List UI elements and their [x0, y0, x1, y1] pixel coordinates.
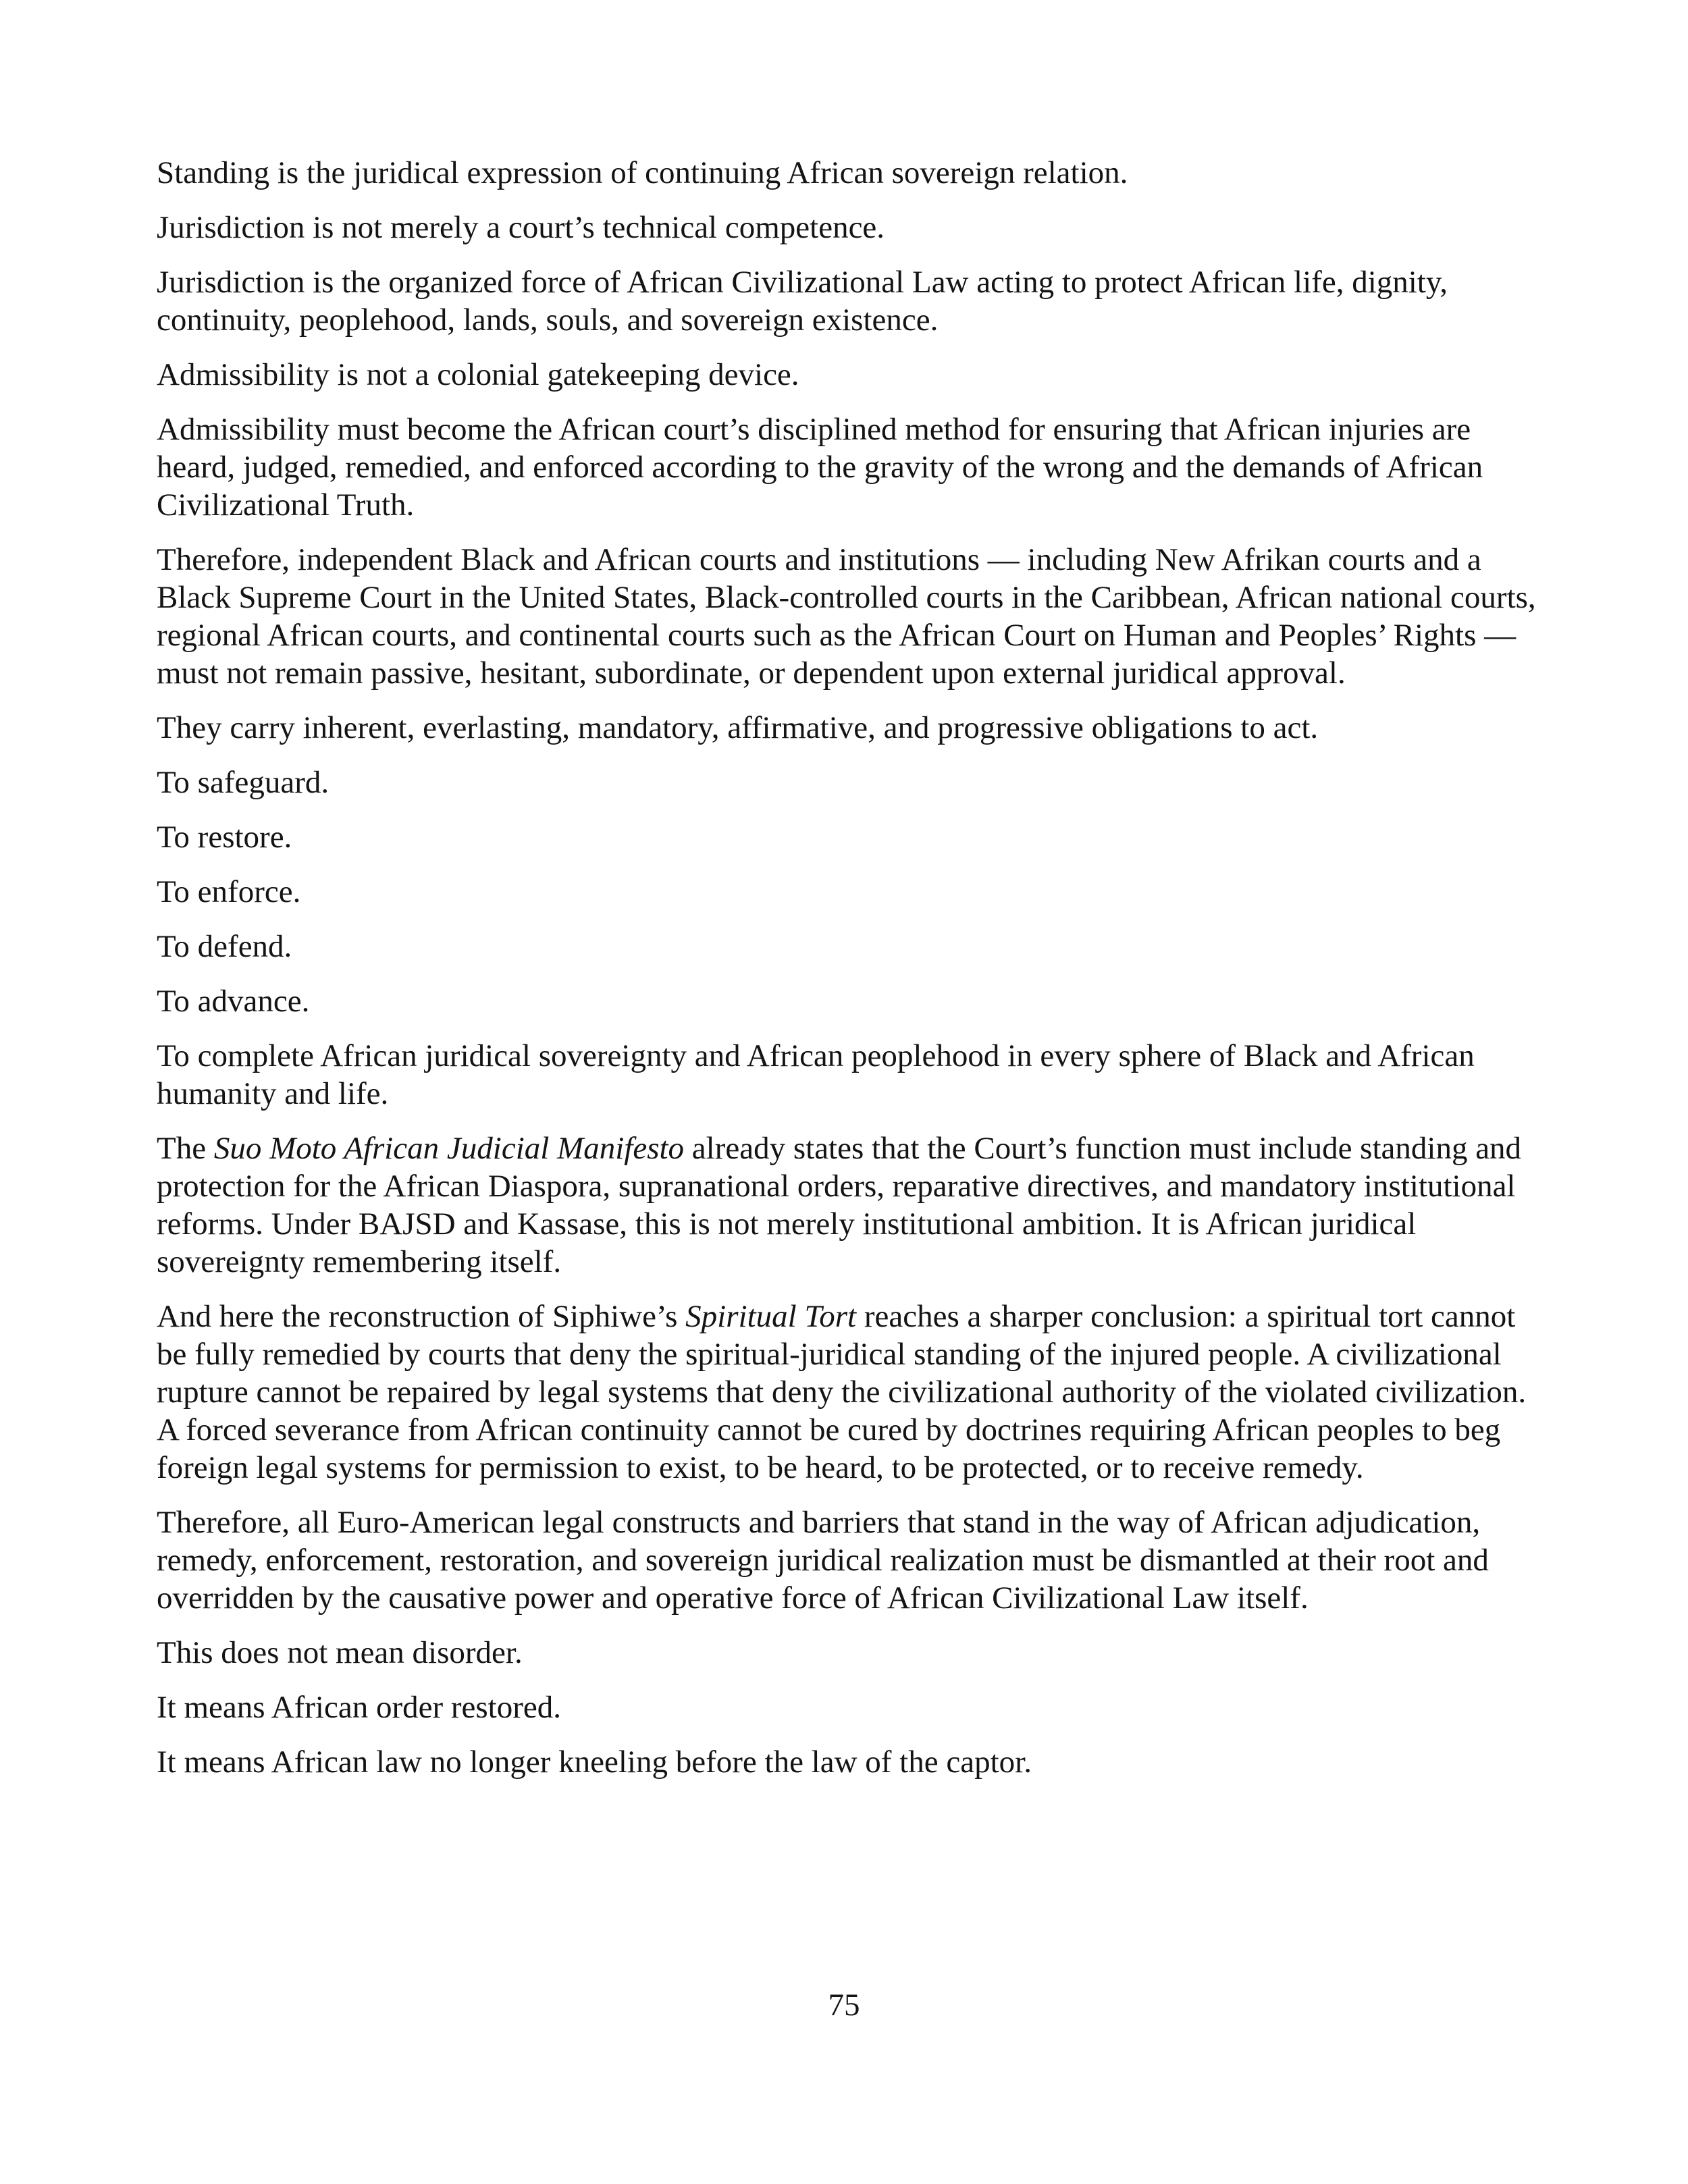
spiritual-tort-paragraph [157, 1298, 1548, 1487]
paragraph: To defend. [157, 929, 292, 964]
paragraph: Jurisdiction is the organized force of African Civilizational Law acting to protect African life, dignity, continuity, peoplehood, lands, souls, and sovereign existence. [157, 265, 1448, 338]
paragraph: Therefore, independent Black and African courts and institutions — including New Afrikan courts and a Black Supreme Court in the United States, Black-controlled courts in the Caribbean, African national courts, regional African courts, and continental courts such as the African Court on Human and Peoples’ Rights — must not remain passive, hesitant, subordinate, or dependent upon external juridical approval. [157, 542, 1536, 691]
paragraph: It means African law no longer kneeling before the law of the captor. [157, 1744, 1032, 1780]
manifesto-paragraph [157, 1129, 1548, 1281]
paragraph: Standing is the juridical expression of continuing African sovereign relation. [157, 155, 1128, 190]
page-number: 75 [828, 1988, 860, 2023]
paragraph: To safeguard. [157, 765, 329, 800]
tort-title-italic: Spiritual Tort [685, 1299, 857, 1334]
tort-text-before: And here the reconstruction of Siphiwe’s [157, 1299, 686, 1334]
tort-text-after: reaches a sharper conclusion: a spiritual tort cannot be fully remedied by courts that deny the spiritual-juridical standing of the injured people. A civilizational rupture cannot be repaired by legal systems that deny the civilizational authority of the violated civilization. A forced severance from African continuity cannot be cured by doctrines requiring African peoples to beg foreign legal systems for permission to exist, to be heard, to be protected, or to receive remedy. [157, 1299, 1527, 1485]
paragraph: They carry inherent, everlasting, mandatory, affirmative, and progressive obligations to act. [157, 710, 1319, 745]
paragraph: To restore. [157, 820, 292, 855]
paragraph: Admissibility must become the African court’s disciplined method for ensuring that African injuries are heard, judged, remedied, and enforced according to the gravity of the wrong and the demands of African Civilizational Truth. [157, 412, 1483, 523]
paragraph: Jurisdiction is not merely a court’s technical competence. [157, 210, 885, 245]
paragraph: To advance. [157, 984, 310, 1019]
manifesto-title-italic: Suo Moto African Judicial Manifesto [213, 1131, 685, 1166]
manifesto-text-before: The [157, 1131, 214, 1166]
paragraph: Admissibility is not a colonial gatekeeping device. [157, 357, 799, 392]
page-body [157, 154, 1548, 1798]
paragraph: This does not mean disorder. [157, 1635, 523, 1670]
paragraph: To complete African juridical sovereignty and African peoplehood in every sphere of Black and African humanity and life. [157, 1038, 1475, 1111]
paragraph: It means African order restored. [157, 1690, 561, 1725]
paragraph: To enforce. [157, 874, 301, 909]
manifesto-text-after: already states that the Court’s function must include standing and protection for the African Diaspora, supranational orders, reparative directives, and mandatory institutional reforms. Under BAJSD and Kassase, this is not merely institutional ambition. It is African juridical sovereignty remembering itself. [157, 1131, 1522, 1279]
paragraph: Therefore, all Euro-American legal constructs and barriers that stand in the way of African adjudication, remedy, enforcement, restoration, and sovereign juridical realization must be dismantled at their root and overridden by the causative power and operative force of African Civilizational Law itself. [157, 1505, 1489, 1616]
